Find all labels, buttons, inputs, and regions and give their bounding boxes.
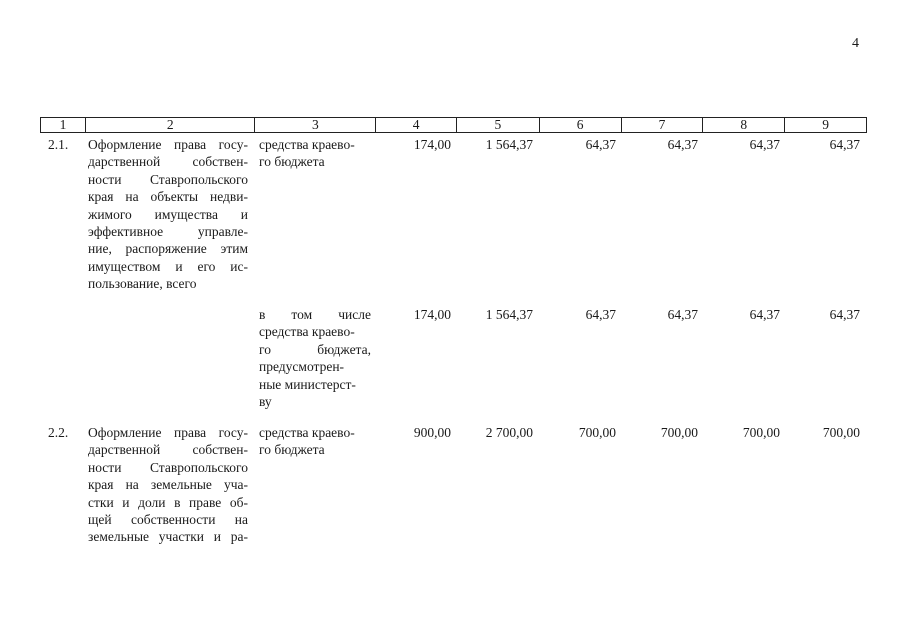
- value-col-9: 64,37: [829, 307, 860, 322]
- source-line: го бюджета: [259, 154, 325, 170]
- description-line: земельные участки и ра-: [88, 529, 248, 545]
- description-line: стки и доли в праве об-: [88, 494, 248, 510]
- header-col-6: 6: [540, 118, 622, 132]
- description-line: щей собственности на: [88, 512, 248, 528]
- row-source: [259, 424, 371, 459]
- table-row: [40, 424, 867, 554]
- value-col-6: 64,37: [585, 307, 616, 322]
- table-row: [40, 136, 867, 296]
- row-source: [259, 136, 371, 171]
- source-line: ные министерст-: [259, 376, 356, 392]
- value-col-4: 900,00: [413, 425, 451, 440]
- description-line: жимого имущества и: [88, 206, 248, 222]
- value-col-8: 64,37: [749, 307, 780, 322]
- description-line: Оформление права госу-: [88, 137, 248, 152]
- header-col-5: 5: [457, 118, 540, 132]
- value-col-5: 2 700,00: [485, 425, 533, 440]
- header-col-9: 9: [822, 117, 829, 132]
- table-row: [40, 306, 867, 416]
- header-col-1: 1: [41, 118, 86, 132]
- row-source: [259, 306, 371, 410]
- description-line: дарственной собствен-: [88, 154, 248, 170]
- table-header-row: [40, 117, 867, 133]
- description-line: Оформление права госу-: [88, 425, 248, 440]
- row-number: 2.2.: [48, 425, 69, 440]
- value-col-7: 64,37: [667, 137, 698, 152]
- source-line: предусмотрен-: [259, 359, 345, 375]
- description-line: края на земельные уча-: [88, 477, 248, 493]
- value-col-9: 700,00: [822, 425, 860, 440]
- row-number: 2.1.: [48, 137, 69, 152]
- value-col-8: 64,37: [749, 137, 780, 152]
- source-line: в том числе: [259, 307, 371, 322]
- value-col-5: 1 564,37: [485, 307, 533, 322]
- value-col-7: 64,37: [667, 307, 698, 322]
- value-col-5: 1 564,37: [485, 137, 533, 152]
- header-col-4: 4: [376, 118, 457, 132]
- row-description: [88, 136, 248, 293]
- source-line: ву: [259, 394, 272, 410]
- source-line: го бюджета: [259, 442, 325, 458]
- value-col-7: 700,00: [660, 425, 698, 440]
- source-line: средства краево-: [259, 137, 355, 152]
- description-line: пользование, всего: [88, 276, 197, 292]
- source-line: го бюджета,: [259, 341, 371, 357]
- value-col-4: 174,00: [413, 137, 451, 152]
- description-line: ности Ставропольского: [88, 459, 248, 475]
- page-number: 4: [852, 36, 859, 51]
- description-line: ние, распоряжение этим: [88, 241, 248, 257]
- value-col-6: 64,37: [585, 137, 616, 152]
- value-col-9: 64,37: [829, 137, 860, 152]
- source-line: средства краево-: [259, 425, 355, 440]
- header-col-7: 7: [622, 118, 704, 132]
- header-col-2: 2: [86, 118, 256, 132]
- value-col-6: 700,00: [578, 425, 616, 440]
- description-line: имуществом и его ис-: [88, 258, 248, 274]
- value-col-8: 700,00: [742, 425, 780, 440]
- description-line: края на объекты недви-: [88, 189, 248, 205]
- value-col-4: 174,00: [413, 307, 451, 322]
- source-line: средства краево-: [259, 324, 355, 340]
- description-line: ности Ставропольского: [88, 171, 248, 187]
- description-line: эффективное управле-: [88, 224, 248, 240]
- header-col-8: 8: [703, 118, 785, 132]
- row-description: [88, 424, 248, 546]
- description-line: дарственной собствен-: [88, 442, 248, 458]
- header-col-3: 3: [255, 118, 376, 132]
